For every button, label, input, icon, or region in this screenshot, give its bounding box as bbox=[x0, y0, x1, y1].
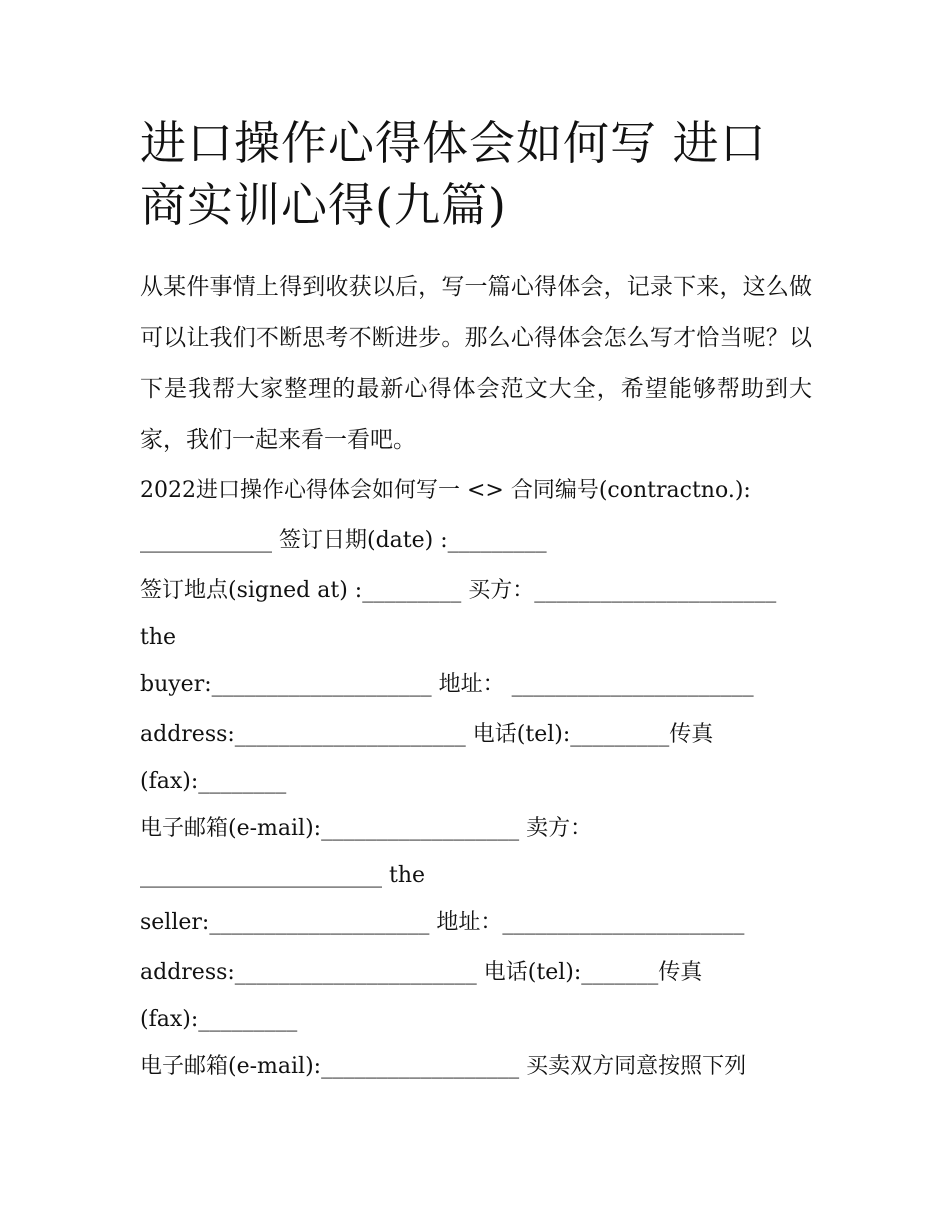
form-line-buyer-fax: (fax):________ bbox=[140, 769, 287, 794]
form-line-signing-date: ____________ 签订日期(date) :_________ bbox=[140, 528, 547, 553]
form-line-contract-no: 2022进口操作心得体会如何写一 <> 合同编号(contractno.): bbox=[140, 478, 751, 503]
contract-form-text bbox=[140, 466, 812, 1092]
form-line-seller-fax: (fax):_________ bbox=[140, 1007, 298, 1032]
form-line-seller-email-terms: 电子邮箱(e-mail):__________________ 买卖双方同意按照下列 bbox=[140, 1054, 747, 1079]
form-line-seller-the: ______________________ the bbox=[140, 863, 426, 888]
document-page bbox=[140, 112, 812, 1092]
intro-paragraph: 从某件事情上得到收获以后，写一篇心得体会，记录下来，这么做可以让我们不断思考不断进步。那么心得体会怎么写才恰当呢？以下是我帮大家整理的最新心得体会范文大全，希望能够帮助到大家，我们一起来看一看吧。 bbox=[140, 274, 812, 453]
form-line-the: the bbox=[140, 625, 177, 650]
form-line-signed-at-buyer: 签订地点(signed at) :_________ 买方：______________________ bbox=[140, 578, 777, 603]
form-line-seller-address: seller:____________________ 地址：______________________ bbox=[140, 910, 745, 935]
form-line-buyer-email-seller: 电子邮箱(e-mail):__________________ 卖方： bbox=[140, 816, 593, 841]
form-line-buyer-tel-fax: address:_____________________ 电话(tel):_________传真 bbox=[140, 722, 714, 747]
form-line-buyer-address: buyer:____________________ 地址： ______________________ bbox=[140, 672, 754, 697]
document-title: 进口操作心得体会如何写 进口商实训心得(九篇) bbox=[140, 116, 767, 232]
form-line-seller-tel-fax: address:______________________ 电话(tel):_______传真 bbox=[140, 960, 703, 985]
